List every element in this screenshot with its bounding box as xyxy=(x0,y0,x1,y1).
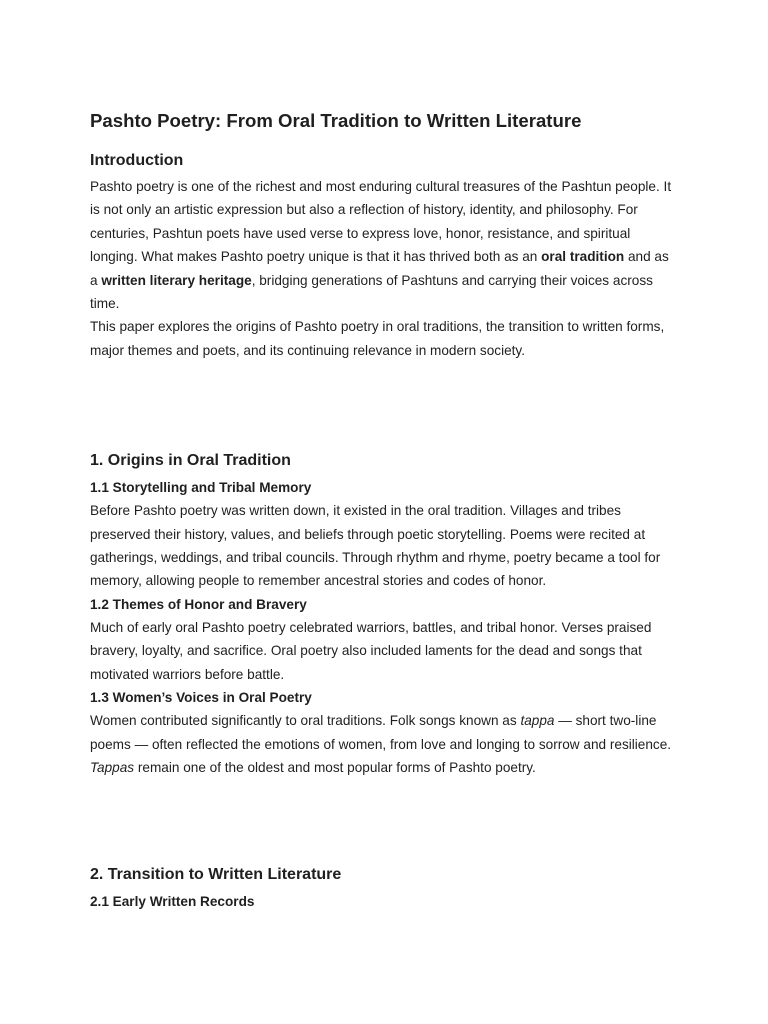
s13-text-3: remain one of the oldest and most popular forms of Pashto poetry. xyxy=(134,759,536,775)
subsection-1-1-text: Before Pashto poetry was written down, it existed in the oral tradition. Villages and tribes preserved their history, values, and beliefs through poetic storytelling. Poems were recited at gatherings, weddings, and tribal councils. Through rhythm and rhyme, poetry became a tool for memory, allowing people to remember ancestral stories and codes of honor. xyxy=(90,503,661,589)
intro-text-3: , bridging generations of Pashtuns and carrying their voices across time. xyxy=(90,272,653,312)
subsection-2-1-heading: 2.1 Early Written Records xyxy=(90,894,255,910)
s13-text-1: Women contributed significantly to oral traditions. Folk songs known as xyxy=(90,713,521,729)
intro-bold-oral-tradition: oral tradition xyxy=(541,249,625,265)
document-title: Pashto Poetry: From Oral Tradition to Written Literature xyxy=(90,110,582,131)
document-page xyxy=(90,106,680,913)
introduction-paragraph-1 xyxy=(90,175,680,315)
introduction-heading: Introduction xyxy=(90,152,184,169)
section-spacer xyxy=(90,362,680,448)
subsection-1-3-heading: 1.3 Women’s Voices in Oral Poetry xyxy=(90,690,312,706)
s13-italic-tappas: Tappas xyxy=(90,759,135,775)
intro-text-1: Pashto poetry is one of the richest and most enduring cultural treasures of the Pashtun people. It is not only an artistic expression but also a reflection of history, identity, and philosophy. For centuries, Pashtun poets have used verse to express love, honor, resistance, and spiritual longing. What makes Pashto poetry unique is that it has thrived both as an xyxy=(90,179,672,265)
s13-italic-tappa: tappa xyxy=(520,713,555,729)
s13-text-2: — short two-line poems — often reflected the emotions of women, from love and longing to sorrow and resilience. xyxy=(90,713,672,752)
subsection-1-1-heading: 1.1 Storytelling and Tribal Memory xyxy=(90,480,312,496)
intro-text-2: and as a xyxy=(90,249,669,288)
subsection-1-2-heading: 1.2 Themes of Honor and Bravery xyxy=(90,596,307,612)
intro-bold-written-heritage: written literary heritage xyxy=(101,272,252,288)
introduction-paragraph-2: This paper explores the origins of Pashto poetry in oral traditions, the transition to written forms, major themes and poets, and its continuing relevance in modern society. xyxy=(90,319,665,358)
section-spacer xyxy=(90,779,680,862)
subsection-1-3-text xyxy=(90,709,680,779)
section-1-heading: 1. Origins in Oral Tradition xyxy=(90,452,291,470)
section-2-heading: 2. Transition to Written Literature xyxy=(90,866,342,884)
subsection-1-2-text: Much of early oral Pashto poetry celebrated warriors, battles, and tribal honor. Verses praised bravery, loyalty, and sacrifice. Oral poetry also included laments for the dead and songs that motivated warriors before battle. xyxy=(90,619,652,682)
